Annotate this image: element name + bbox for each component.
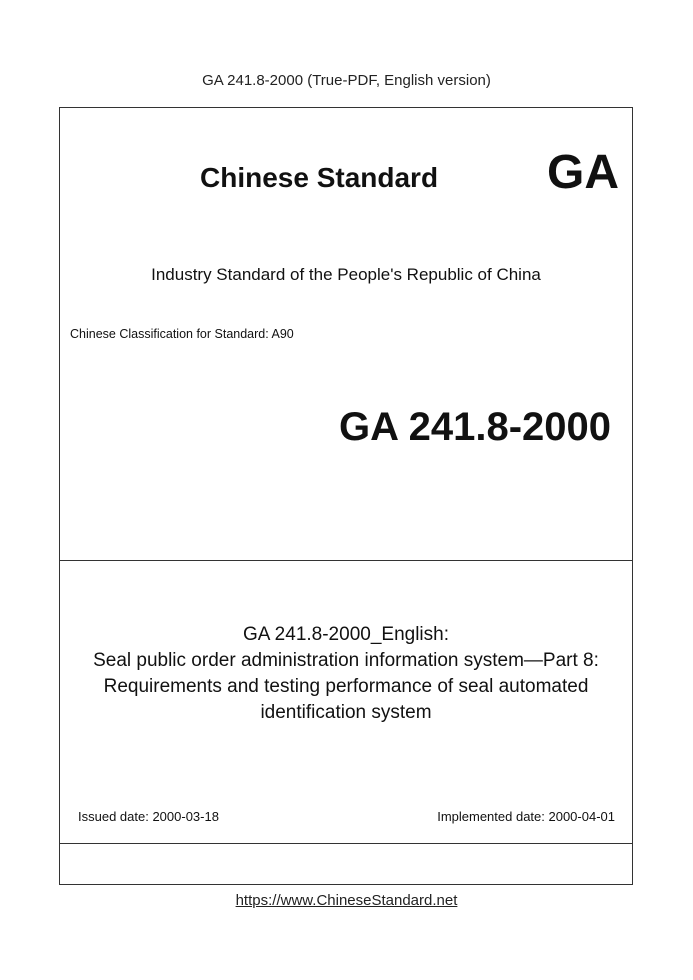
document-title-line: Seal public order administration information system—Part 8: — [93, 650, 599, 671]
section-divider — [59, 560, 633, 561]
issued-date: Issued date: 2000-03-18 — [78, 809, 219, 824]
document-title-line: Requirements and testing performance of seal automated — [103, 676, 589, 697]
classification-text: Chinese Classification for Standard: A90 — [70, 327, 294, 341]
website-link[interactable]: https://www.ChineseStandard.net — [235, 892, 458, 909]
implemented-date: Implemented date: 2000-04-01 — [437, 809, 615, 824]
standard-title: Chinese Standard — [200, 162, 439, 193]
footer-divider — [59, 843, 633, 844]
industry-subtitle: Industry Standard of the People's Republic of China — [151, 265, 541, 284]
standard-code-logo: GA — [547, 146, 619, 199]
page-header: GA 241.8-2000 (True-PDF, English version) — [202, 72, 491, 89]
document-title-line: GA 241.8-2000_English: — [243, 624, 449, 645]
document-title — [59, 622, 633, 726]
standard-number: GA 241.8-2000 — [338, 405, 611, 449]
document-title-line: identification system — [260, 702, 432, 723]
cover-frame — [59, 107, 633, 885]
